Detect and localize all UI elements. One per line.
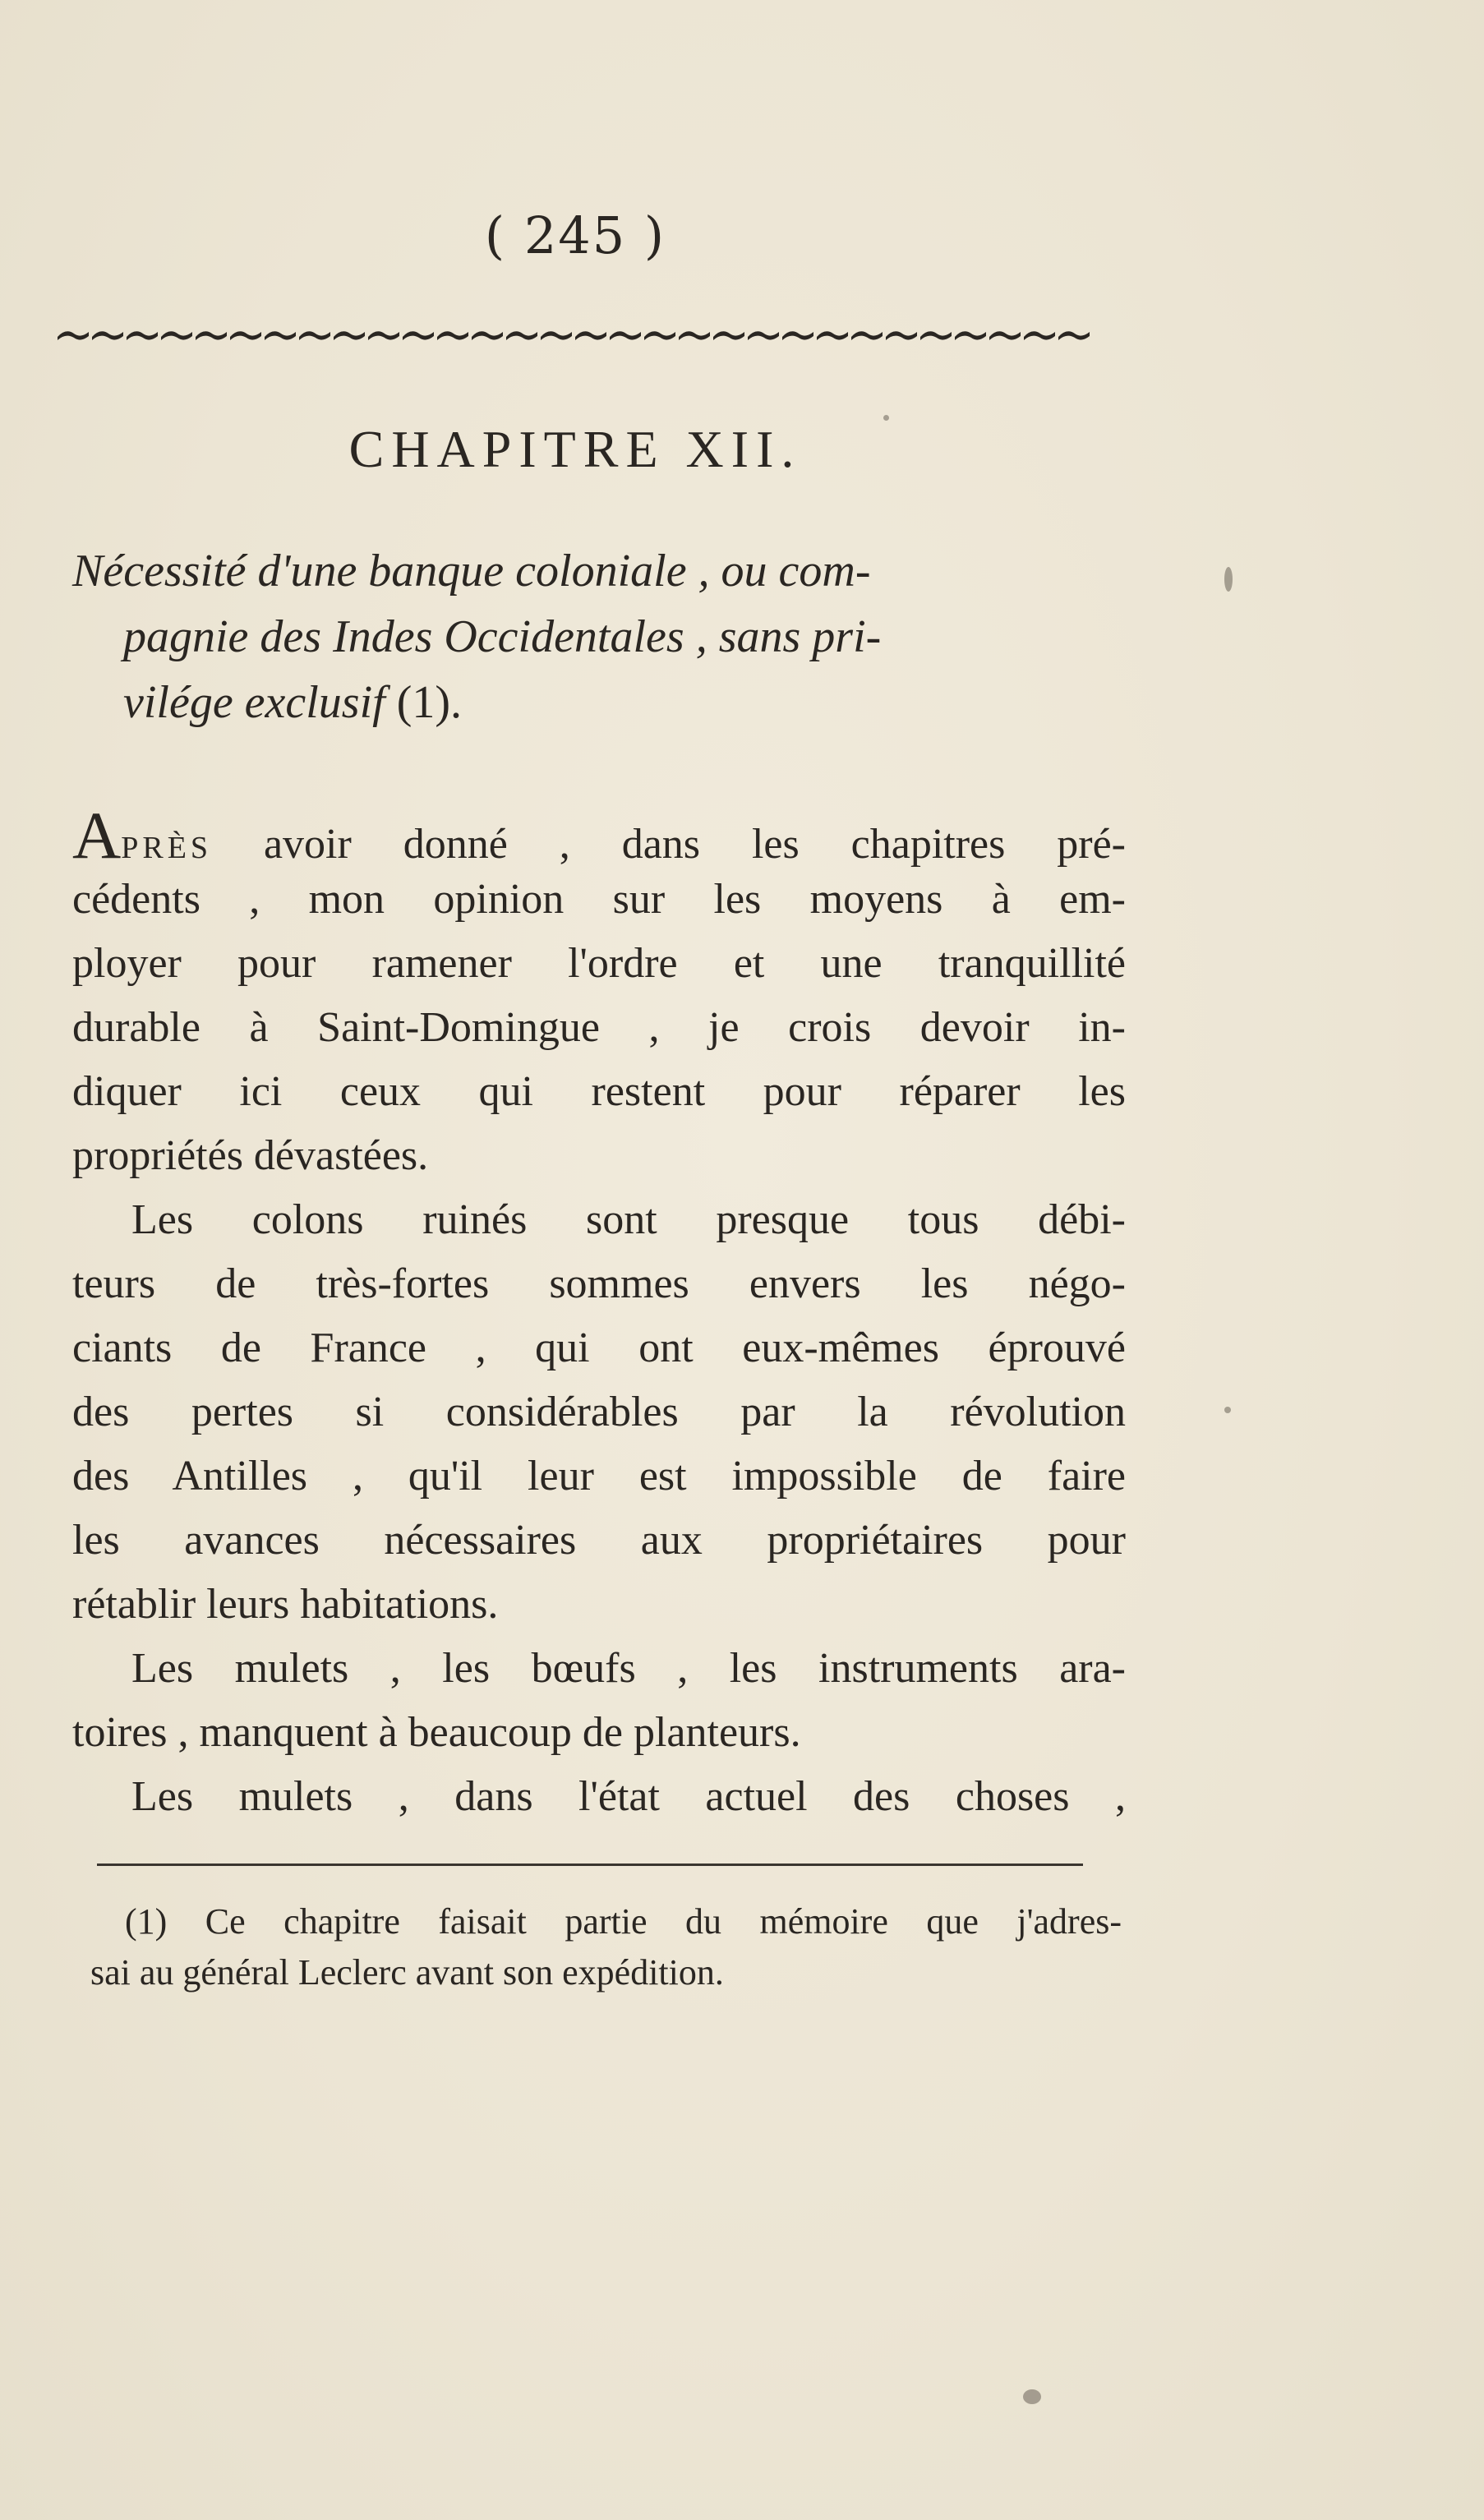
ink-speck xyxy=(1224,567,1233,592)
text-line: teurs de très-fortes sommes envers les négo- xyxy=(72,1260,1126,1307)
text-line: propriétés dévastées. xyxy=(72,1132,429,1179)
text-fragment: avoir donné , dans les chapitres pré- xyxy=(212,821,1126,868)
text-line: diquer ici ceux qui restent pour réparer les xyxy=(72,1068,1126,1115)
subtitle-text: vilége exclusif xyxy=(123,677,385,728)
text-line: des Antilles , qu'il leur est impossible de faire xyxy=(72,1453,1126,1500)
footnote-line: (1) Ce chapitre faisait partie du mémoire que j'adres- xyxy=(125,1901,1122,1942)
ornamental-rule xyxy=(56,325,1091,346)
body-text xyxy=(72,798,1126,1829)
small-caps: PRÈS xyxy=(121,831,213,865)
text-line: Les colons ruinés sont presque tous débi- xyxy=(131,1196,1126,1243)
chapter-subtitle xyxy=(72,538,1116,735)
footnote xyxy=(90,1896,1122,1998)
ink-speck xyxy=(1023,2389,1041,2404)
chapter-title: CHAPITRE XII. xyxy=(348,420,802,478)
text-line: durable à Saint-Domingue , je crois devoir in- xyxy=(72,1004,1126,1051)
text-line: des pertes si considérables par la révolution xyxy=(72,1389,1126,1435)
text-line: ployer pour ramener l'ordre et une tranquillité xyxy=(72,940,1126,987)
page-number: ( 245 ) xyxy=(484,205,666,265)
text-line: rétablir leurs habitations. xyxy=(72,1581,499,1628)
ink-speck xyxy=(1224,1407,1231,1413)
footnote-divider xyxy=(97,1864,1083,1866)
drop-cap: A xyxy=(72,798,122,873)
text-line: Les mulets , les bœufs , les instruments ara- xyxy=(131,1645,1126,1692)
text-line: ciants de France , qui ont eux-mêmes éprouvé xyxy=(72,1324,1126,1371)
text-line: cédents , mon opinion sur les moyens à em- xyxy=(72,876,1126,923)
text-line xyxy=(72,798,1126,873)
text-line: les avances nécessaires aux propriétaires pour xyxy=(72,1517,1126,1564)
subtitle-line: Nécessité d'une banque coloniale , ou com- xyxy=(72,546,871,597)
text-line: toires , manquent à beaucoup de planteurs. xyxy=(72,1709,801,1756)
ink-speck xyxy=(883,415,889,421)
footnote-line: sai au général Leclerc avant son expédition. xyxy=(90,1952,724,1993)
subtitle-line: pagnie des Indes Occidentales , sans pri- xyxy=(123,611,882,662)
text-line: Les mulets , dans l'état actuel des choses , xyxy=(131,1773,1126,1820)
footnote-reference: (1). xyxy=(385,677,463,728)
subtitle-line xyxy=(72,670,1116,735)
